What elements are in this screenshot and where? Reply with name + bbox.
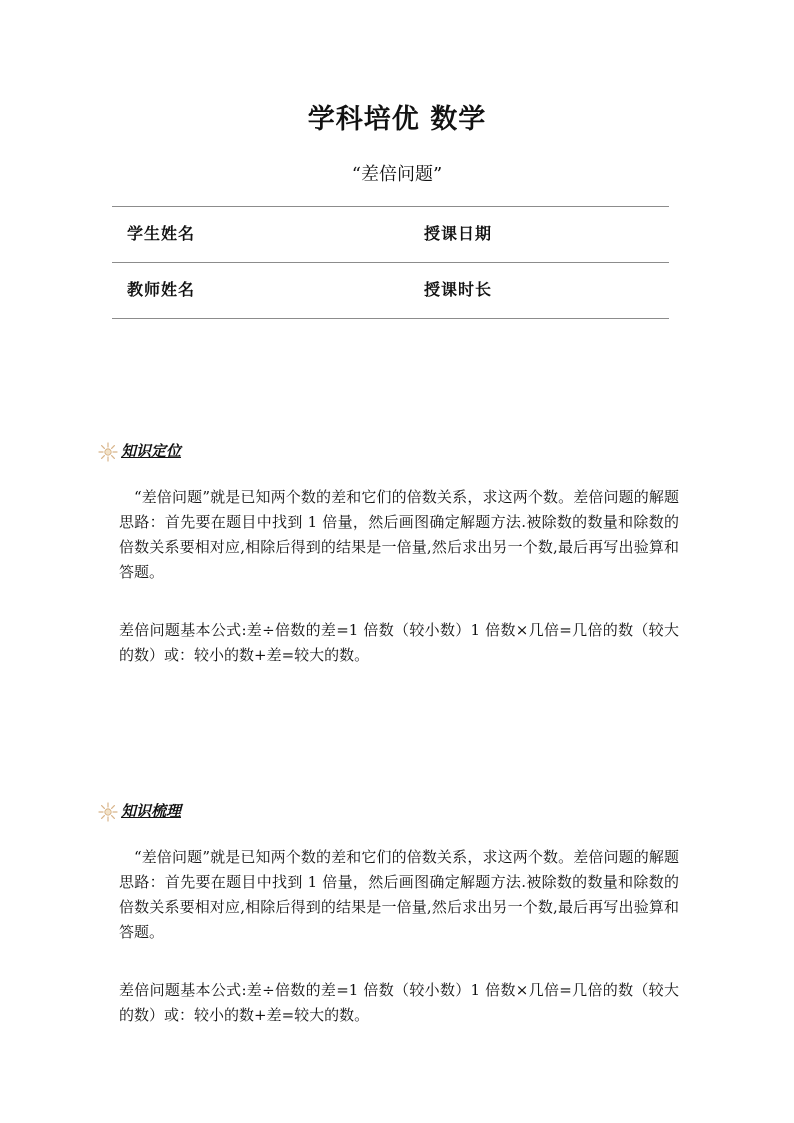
page-title: 学科培优 数学 bbox=[307, 104, 487, 135]
student-name-label: 学生姓名 bbox=[127, 224, 196, 243]
student-info-table bbox=[112, 206, 669, 319]
formula-paragraph: 差倍问题基本公式:差÷倍数的差=1 倍数（较小数）1 倍数×几倍=几倍的数（较大的数）或：较小的数+差=较大的数。 bbox=[119, 621, 679, 664]
section-title: 知识定位 bbox=[121, 442, 182, 460]
section-title: 知识梳理 bbox=[121, 802, 182, 820]
page-subtitle: “差倍问题” bbox=[351, 164, 443, 185]
sun-icon bbox=[98, 802, 118, 822]
info-row bbox=[112, 207, 669, 263]
lesson-date-label: 授课日期 bbox=[424, 224, 493, 243]
teacher-name-label: 教师姓名 bbox=[127, 280, 196, 299]
section-paragraph: “差倍问题”就是已知两个数的差和它们的倍数关系，求这两个数。差倍问题的解题思路：首先要在题目中找到 1 倍量，然后画图确定解题方法.被除数的数量和除数的倍数关系要相对应,相除后得到的结果是一倍量,然后求出另一个数,最后再写出验算和答题。 bbox=[119, 848, 679, 941]
info-row bbox=[112, 263, 669, 319]
lesson-duration-label: 授课时长 bbox=[424, 280, 493, 299]
section-paragraph: “差倍问题”就是已知两个数的差和它们的倍数关系，求这两个数。差倍问题的解题思路：首先要在题目中找到 1 倍量，然后画图确定解题方法.被除数的数量和除数的倍数关系要相对应,相除后得到的结果是一倍量,然后求出另一个数,最后再写出验算和答题。 bbox=[119, 488, 679, 581]
sun-icon bbox=[98, 442, 118, 462]
formula-paragraph: 差倍问题基本公式:差÷倍数的差=1 倍数（较小数）1 倍数×几倍=几倍的数（较大的数）或：较小的数+差=较大的数。 bbox=[119, 981, 679, 1024]
